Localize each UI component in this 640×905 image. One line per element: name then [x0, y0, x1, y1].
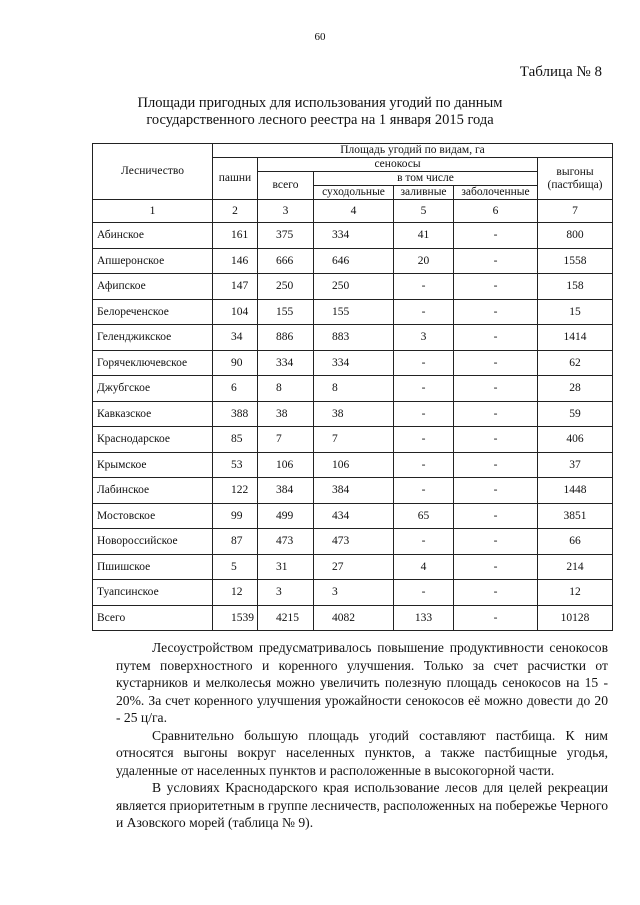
column-number: 7: [538, 200, 613, 223]
cell-pashni: 99: [213, 503, 258, 529]
cell-suhodolnye: 38: [314, 401, 394, 427]
cell-zalivnye: -: [394, 427, 454, 453]
cell-name: Джубгское: [93, 376, 213, 402]
cell-zabolochennye: -: [454, 503, 538, 529]
table-row: [93, 529, 613, 555]
column-number: 4: [314, 200, 394, 223]
cell-pashni: 147: [213, 274, 258, 300]
cell-suhodolnye: 155: [314, 299, 394, 325]
column-number: 1: [93, 200, 213, 223]
cell-pashni: 87: [213, 529, 258, 555]
cell-vygony: 1558: [538, 248, 613, 274]
cell-suhodolnye: 434: [314, 503, 394, 529]
table-row: [93, 223, 613, 249]
cell-pashni: 6: [213, 376, 258, 402]
cell-suhodolnye: 27: [314, 554, 394, 580]
paragraph: Сравнительно большую площадь угодий составляют пастбища. К ним относятся выгоны вокруг населенных пунктов, а также пастбищные угодья, удаленные от населенных пунктов и расположенные в высокогорной части.: [116, 727, 608, 778]
cell-name: Геленджикское: [93, 325, 213, 351]
cell-suhodolnye: 334: [314, 223, 394, 249]
table-row: [93, 478, 613, 504]
table-body: [93, 223, 613, 631]
cell-vsego: 4215: [258, 605, 314, 631]
cell-vygony: 12: [538, 580, 613, 606]
table-number: Таблица № 8: [519, 64, 602, 80]
cell-zalivnye: -: [394, 350, 454, 376]
table-row: [93, 427, 613, 453]
cell-vsego: 38: [258, 401, 314, 427]
cell-vygony: 3851: [538, 503, 613, 529]
cell-vsego: 886: [258, 325, 314, 351]
cell-vygony: 37: [538, 452, 613, 478]
cell-zabolochennye: -: [454, 248, 538, 274]
cell-name: Кавказское: [93, 401, 213, 427]
cell-zalivnye: 133: [394, 605, 454, 631]
cell-name: Лабинское: [93, 478, 213, 504]
table-row: [93, 580, 613, 606]
cell-zabolochennye: -: [454, 401, 538, 427]
table-row: [93, 452, 613, 478]
cell-zabolochennye: -: [454, 529, 538, 555]
cell-zabolochennye: -: [454, 376, 538, 402]
table-row: [93, 503, 613, 529]
cell-zalivnye: 41: [394, 223, 454, 249]
cell-vygony: 1414: [538, 325, 613, 351]
cell-vsego: 31: [258, 554, 314, 580]
cell-name: Белореченское: [93, 299, 213, 325]
cell-name: Краснодарское: [93, 427, 213, 453]
cell-pashni: 34: [213, 325, 258, 351]
cell-vsego: 250: [258, 274, 314, 300]
cell-suhodolnye: 7: [314, 427, 394, 453]
cell-zabolochennye: -: [454, 427, 538, 453]
cell-vygony: 66: [538, 529, 613, 555]
cell-pashni: 5: [213, 554, 258, 580]
cell-vygony: 15: [538, 299, 613, 325]
header-lesnichestvo: Лесничество: [93, 144, 213, 200]
cell-suhodolnye: 473: [314, 529, 394, 555]
cell-vsego: 334: [258, 350, 314, 376]
column-number: 2: [213, 200, 258, 223]
cell-suhodolnye: 883: [314, 325, 394, 351]
cell-zabolochennye: -: [454, 478, 538, 504]
cell-name: Всего: [93, 605, 213, 631]
table-row: [93, 274, 613, 300]
cell-pashni: 1539: [213, 605, 258, 631]
table-row: [93, 401, 613, 427]
cell-name: Крымское: [93, 452, 213, 478]
page-number: 60: [314, 31, 326, 43]
paragraph: Лесоустройством предусматривалось повышение продуктивности сенокосов путем поверхностного и коренного улучшения. Только за счет расчистки от кустарников и мелколесья можно увеличить полезную площадь сенокосов на 15 - 20%. За счет коренного улучшения урожайности сенокосов её можно довести до 20 - 25 ц/га.: [116, 640, 608, 725]
cell-pashni: 122: [213, 478, 258, 504]
cell-name: Горячеключевское: [93, 350, 213, 376]
cell-pashni: 12: [213, 580, 258, 606]
table-row: [93, 376, 613, 402]
cell-name: Мостовское: [93, 503, 213, 529]
column-number: 6: [454, 200, 538, 223]
cell-vygony: 800: [538, 223, 613, 249]
cell-vygony: 1448: [538, 478, 613, 504]
cell-name: Туапсинское: [93, 580, 213, 606]
table-title: [60, 95, 580, 129]
cell-suhodolnye: 646: [314, 248, 394, 274]
cell-zalivnye: -: [394, 580, 454, 606]
cell-zalivnye: -: [394, 376, 454, 402]
header-v-tom-chisle: в том числе: [314, 172, 538, 186]
header-area-by-type: Площадь угодий по видам, га: [213, 144, 613, 158]
cell-pashni: 146: [213, 248, 258, 274]
cell-vygony: 406: [538, 427, 613, 453]
cell-vsego: 666: [258, 248, 314, 274]
cell-vsego: 8: [258, 376, 314, 402]
cell-zabolochennye: -: [454, 452, 538, 478]
cell-vygony: 28: [538, 376, 613, 402]
cell-zabolochennye: -: [454, 554, 538, 580]
table-title-line-2: государственного лесного реестра на 1 января 2015 года: [146, 112, 494, 128]
column-number: 3: [258, 200, 314, 223]
header-zalivnye: заливные: [394, 186, 454, 200]
cell-zalivnye: 20: [394, 248, 454, 274]
cell-name: Абинское: [93, 223, 213, 249]
cell-vsego: 473: [258, 529, 314, 555]
cell-pashni: 388: [213, 401, 258, 427]
cell-zabolochennye: -: [454, 223, 538, 249]
column-number: 5: [394, 200, 454, 223]
header-vsego: всего: [258, 172, 314, 200]
table-row: [93, 605, 613, 631]
cell-name: Афипское: [93, 274, 213, 300]
cell-zalivnye: -: [394, 299, 454, 325]
body-text: [116, 639, 608, 832]
cell-zalivnye: 65: [394, 503, 454, 529]
cell-vygony: 158: [538, 274, 613, 300]
cell-zabolochennye: -: [454, 580, 538, 606]
cell-suhodolnye: 8: [314, 376, 394, 402]
table-row: [93, 325, 613, 351]
cell-vsego: 155: [258, 299, 314, 325]
cell-pashni: 85: [213, 427, 258, 453]
cell-zabolochennye: -: [454, 350, 538, 376]
cell-zalivnye: 4: [394, 554, 454, 580]
cell-pashni: 90: [213, 350, 258, 376]
header-suhodolnye: суходольные: [314, 186, 394, 200]
cell-vsego: 106: [258, 452, 314, 478]
cell-suhodolnye: 250: [314, 274, 394, 300]
cell-vsego: 7: [258, 427, 314, 453]
cell-name: Апшеронское: [93, 248, 213, 274]
cell-zalivnye: -: [394, 274, 454, 300]
cell-zalivnye: -: [394, 478, 454, 504]
land-area-table: [92, 143, 613, 631]
cell-pashni: 161: [213, 223, 258, 249]
cell-zalivnye: -: [394, 452, 454, 478]
cell-suhodolnye: 3: [314, 580, 394, 606]
cell-pashni: 104: [213, 299, 258, 325]
table-row: [93, 299, 613, 325]
table-row: [93, 554, 613, 580]
cell-suhodolnye: 106: [314, 452, 394, 478]
header-senokosy: сенокосы: [258, 158, 538, 172]
table-row: [93, 248, 613, 274]
cell-vygony: 214: [538, 554, 613, 580]
cell-vsego: 499: [258, 503, 314, 529]
cell-vsego: 375: [258, 223, 314, 249]
cell-vygony: 59: [538, 401, 613, 427]
cell-vsego: 384: [258, 478, 314, 504]
cell-zalivnye: -: [394, 529, 454, 555]
paragraph: В условиях Краснодарского края использование лесов для целей рекреации является приоритетным в группе лесничеств, расположенных на побережье Черного и Азовского морей (таблица № 9).: [116, 780, 608, 830]
column-number-row: [93, 200, 613, 223]
cell-zalivnye: 3: [394, 325, 454, 351]
cell-name: Пшишское: [93, 554, 213, 580]
cell-zabolochennye: -: [454, 325, 538, 351]
cell-suhodolnye: 334: [314, 350, 394, 376]
cell-zabolochennye: -: [454, 605, 538, 631]
cell-vygony: 10128: [538, 605, 613, 631]
cell-zabolochennye: -: [454, 299, 538, 325]
cell-vygony: 62: [538, 350, 613, 376]
cell-zabolochennye: -: [454, 274, 538, 300]
header-zabolochennye: заболоченные: [454, 186, 538, 200]
cell-suhodolnye: 384: [314, 478, 394, 504]
cell-suhodolnye: 4082: [314, 605, 394, 631]
header-pashni: пашни: [213, 158, 258, 200]
cell-zalivnye: -: [394, 401, 454, 427]
header-vygony: выгоны (пастбища): [538, 158, 613, 200]
cell-name: Новороссийское: [93, 529, 213, 555]
table-row: [93, 350, 613, 376]
cell-vsego: 3: [258, 580, 314, 606]
cell-pashni: 53: [213, 452, 258, 478]
table-title-line-1: Площади пригодных для использования угодий по данным: [137, 95, 503, 111]
